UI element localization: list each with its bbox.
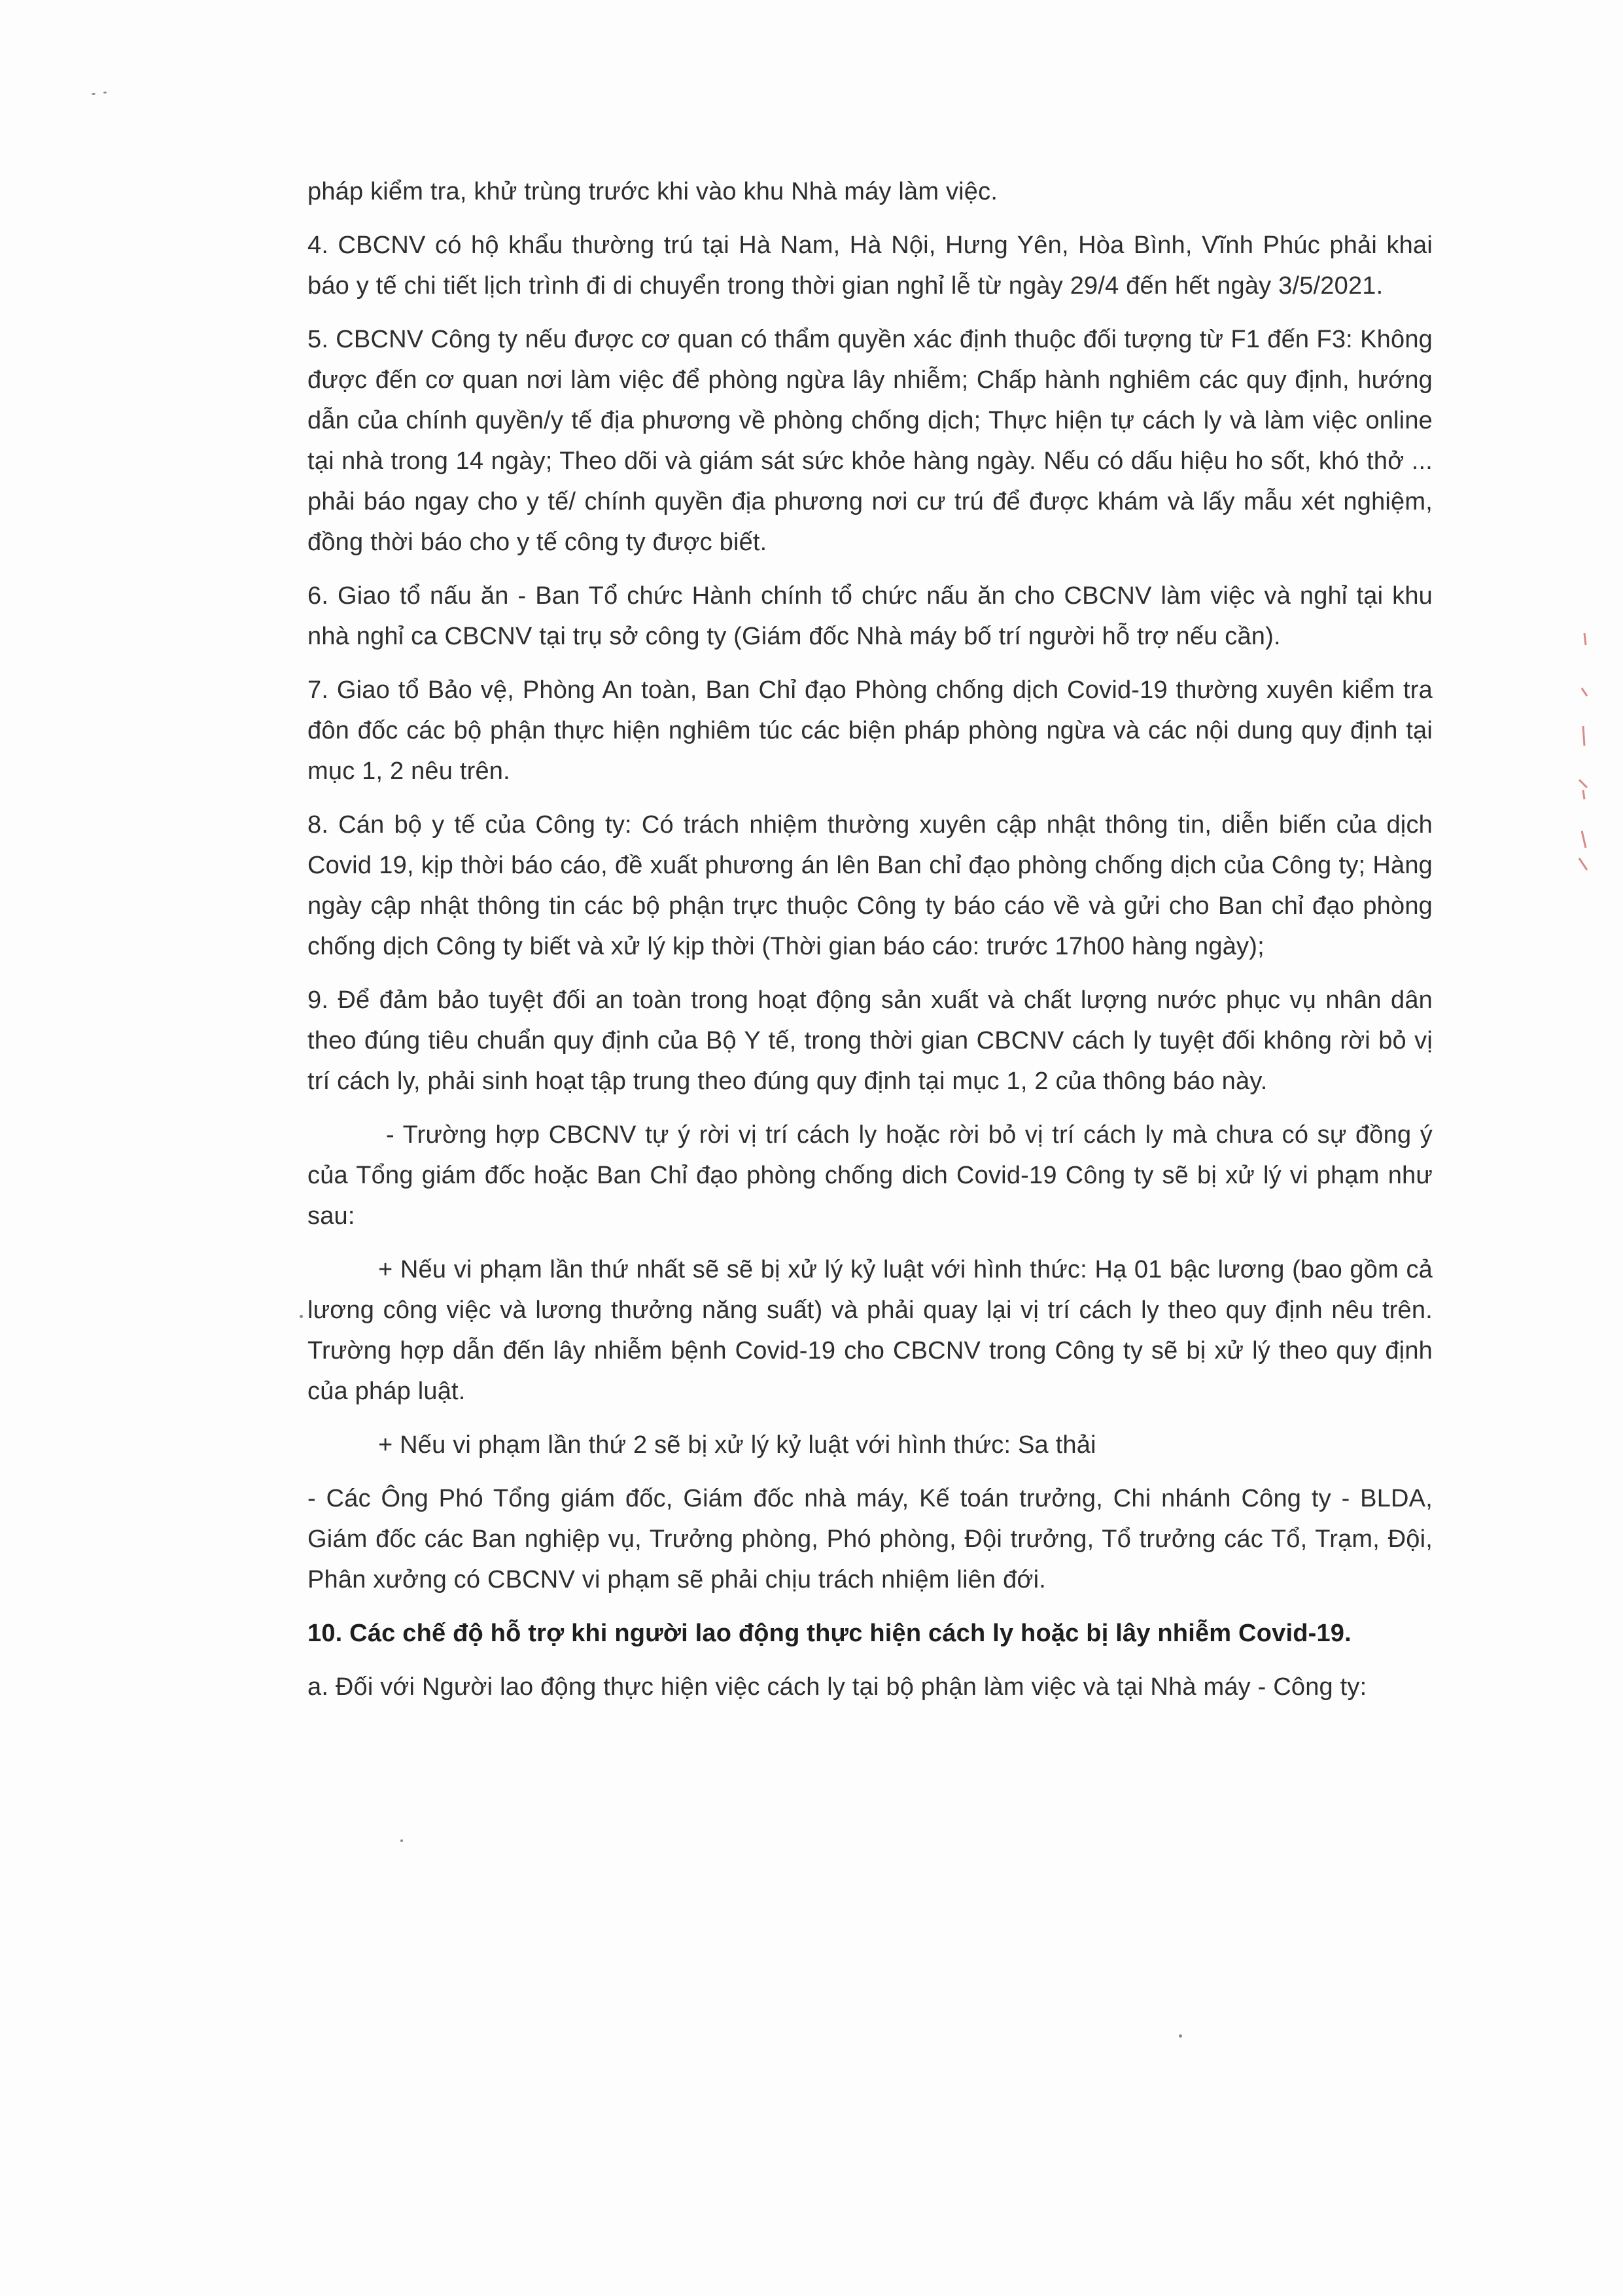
scan-speck <box>92 93 96 95</box>
paragraph-item-8: 8. Cán bộ y tế của Công ty: Có trách nhiệm thường xuyên cập nhật thông tin, diễn biến của dịch Covid 19, kịp thời báo cáo, đề xuất phương án lên Ban chỉ đạo phòng chống dịch của Công ty; Hàng ngày cập nhật thông tin các bộ phận trực thuộc Công ty báo cáo về và gửi cho Ban chỉ đạo phòng chống dịch Công ty biết và xử lý kịp thời (Thời gian báo cáo: trước 17h00 hàng ngày); <box>307 811 1433 960</box>
paragraph-item-6: 6. Giao tổ nấu ăn - Ban Tổ chức Hành chính tổ chức nấu ăn cho CBCNV làm việc và nghỉ tại khu nhà nghỉ ca CBCNV tại trụ sở công ty (Giám đốc Nhà máy bố trí người hỗ trợ nếu cần). <box>307 582 1433 650</box>
paragraph-continuation: pháp kiểm tra, khử trùng trước khi vào khu Nhà máy làm việc. <box>307 178 998 205</box>
paragraph-item-9: 9. Để đảm bảo tuyệt đối an toàn trong hoạt động sản xuất và chất lượng nước phục vụ nhân dân theo đúng tiêu chuẩn quy định của Bộ Y tế, trong thời gian CBCNV cách ly tuyệt đối không rời bỏ vị trí cách ly, phải sinh hoạt tập trung theo đúng quy định tại mục 1, 2 của thông báo này. <box>307 986 1433 1095</box>
scan-speck <box>103 92 107 94</box>
paragraph-first-violation: + Nếu vi phạm lần thứ nhất sẽ sẽ bị xử lý kỷ luật với hình thức: Hạ 01 bậc lương (bao gồm cả lương công việc và lương thưởng năng suất) và phải quay lại vị trí cách ly theo quy định nêu trên. Trường hợp dẫn đến lây nhiễm bệnh Covid-19 cho CBCNV trong Công ty sẽ bị xử lý theo quy định của pháp luật. <box>307 1256 1433 1405</box>
document-body <box>307 171 1433 1720</box>
paragraph-item-10a: a. Đối với Người lao động thực hiện việc cách ly tại bộ phận làm việc và tại Nhà máy - Công ty: <box>307 1673 1367 1701</box>
scan-speck <box>300 1315 303 1318</box>
paragraph-item-5: 5. CBCNV Công ty nếu được cơ quan có thẩm quyền xác định thuộc đối tượng từ F1 đến F3: Không được đến cơ quan nơi làm việc để phòng ngừa lây nhiễm; Chấp hành nghiêm các quy định, hướng dẫn của chính quyền/y tế địa phương về phòng chống dịch; Thực hiện tự cách ly và làm việc online tại nhà trong 14 ngày; Theo dõi và giám sát sức khỏe hàng ngày. Nếu có dấu hiệu ho sốt, khó thở ... phải báo ngay cho y tế/ chính quyền địa phương nơi cư trú để được khám và lấy mẫu xét nghiệm, đồng thời báo cho y tế công ty được biết. <box>307 326 1433 556</box>
scan-speck <box>1179 2034 1182 2038</box>
paragraph-item-4: 4. CBCNV có hộ khẩu thường trú tại Hà Nam, Hà Nội, Hưng Yên, Hòa Bình, Vĩnh Phúc phải khai báo y tế chi tiết lịch trình đi di chuyển trong thời gian nghỉ lễ từ ngày 29/4 đến hết ngày 3/5/2021. <box>307 232 1433 300</box>
paragraph-item-7: 7. Giao tổ Bảo vệ, Phòng An toàn, Ban Chỉ đạo Phòng chống dịch Covid-19 thường xuyên kiểm tra đôn đốc các bộ phận thực hiện nghiêm túc các biện pháp phòng ngừa và các nội dung quy định tại mục 1, 2 nêu trên. <box>307 676 1433 785</box>
paragraph-violation-case: - Trường hợp CBCNV tự ý rời vị trí cách ly hoặc rời bỏ vị trí cách ly mà chưa có sự đồng ý của Tổng giám đốc hoặc Ban Chỉ đạo phòng chống dich Covid-19 Công ty sẽ bị xử lý vi phạm như sau: <box>307 1121 1433 1230</box>
section-heading-item-10: 10. Các chế độ hỗ trợ khi người lao động thực hiện cách ly hoặc bị lây nhiễm Covid-19. <box>307 1620 1352 1647</box>
paragraph-joint-responsibility: - Các Ông Phó Tổng giám đốc, Giám đốc nhà máy, Kế toán trưởng, Chi nhánh Công ty - BLDA, Giám đốc các Ban nghiệp vụ, Trưởng phòng, Phó phòng, Đội trưởng, Tổ trưởng các Tổ, Trạm, Đội, Phân xưởng có CBCNV vi phạm sẽ phải chịu trách nhiệm liên đới. <box>307 1485 1433 1593</box>
margin-handwriting-marks <box>1570 628 1596 877</box>
paragraph-second-violation: + Nếu vi phạm lần thứ 2 sẽ bị xử lý kỷ luật với hình thức: Sa thải <box>378 1431 1096 1459</box>
scan-speck <box>400 1839 403 1842</box>
